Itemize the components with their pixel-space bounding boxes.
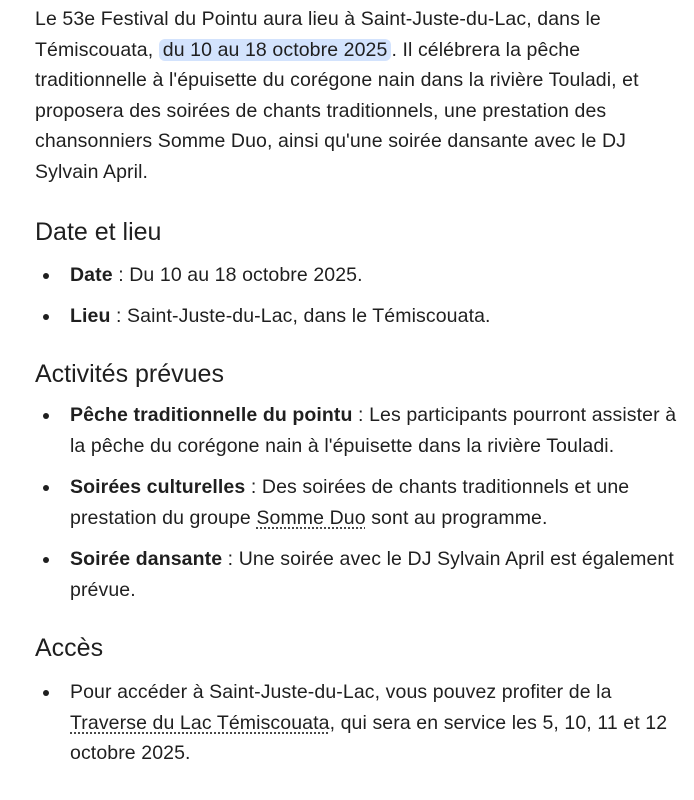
date-highlight[interactable]: du 10 au 18 octobre 2025 [159, 39, 392, 61]
access-heading-text: Accès [35, 634, 104, 662]
list-item [35, 472, 685, 533]
activities-section-heading [35, 357, 685, 391]
item-label: Soirée dansante [70, 548, 223, 570]
activities-list [35, 400, 685, 605]
date-list [35, 260, 685, 331]
source-spark-icon[interactable] [152, 163, 170, 181]
item-text: : Des soirées de chants traditionnels et une prestation du groupe [70, 476, 630, 529]
intro-paragraph [35, 4, 685, 187]
item-label: Lieu [70, 304, 111, 327]
intro-text-before: Le 53e Festival du Pointu aura lieu à Saint-Juste-du-Lac, dans le Témiscouata, [35, 8, 601, 61]
source-spark-icon[interactable] [228, 366, 246, 384]
list-item [35, 677, 685, 769]
item-text: Pour accéder à Saint-Juste-du-Lac, vous pouvez profiter de la [70, 681, 612, 703]
traverse-link[interactable]: Traverse du Lac Témiscouata [70, 711, 330, 734]
intro-text-after: . Il célébrera la pêche traditionnelle à l'épuisette du corégone nain dans la rivière Touladi, et proposera des soirées de chants traditionnels, une prestation des chansonniers Somme Duo, ainsi qu'une soirée dansante avec le DJ Sylvain April. [35, 38, 639, 183]
item-label: Soirées culturelles [70, 476, 246, 498]
date-heading-text: Date et lieu [35, 218, 162, 246]
list-item [35, 260, 685, 291]
somme-duo-link[interactable]: Somme Duo [256, 506, 366, 529]
item-label: Date [70, 264, 113, 286]
list-item [35, 400, 685, 461]
answer-content [35, 0, 685, 769]
source-spark-icon[interactable] [165, 224, 183, 242]
access-list [35, 677, 685, 769]
access-section-heading [35, 631, 685, 665]
item-text: , qui sera en service les 5, 10, 11 et 12 octobre 2025. [70, 711, 668, 764]
item-text: : Saint-Juste-du-Lac, dans le Témiscouata. [110, 304, 491, 327]
item-text: : Une soirée avec le DJ Sylvain April est également prévue. [70, 548, 674, 601]
item-text: sont au programme. [365, 506, 548, 529]
activities-heading-text: Activités prévues [35, 360, 224, 388]
list-item [35, 544, 685, 605]
item-label: Pêche traditionnelle du pointu [70, 404, 353, 426]
date-section-heading [35, 215, 685, 249]
item-text: : Du 10 au 18 octobre 2025. [112, 264, 363, 286]
item-text: : Les participants pourront assister à la pêche du corégone nain à l'épuisette dans la rivière Touladi. [70, 404, 677, 457]
list-item [35, 301, 685, 332]
